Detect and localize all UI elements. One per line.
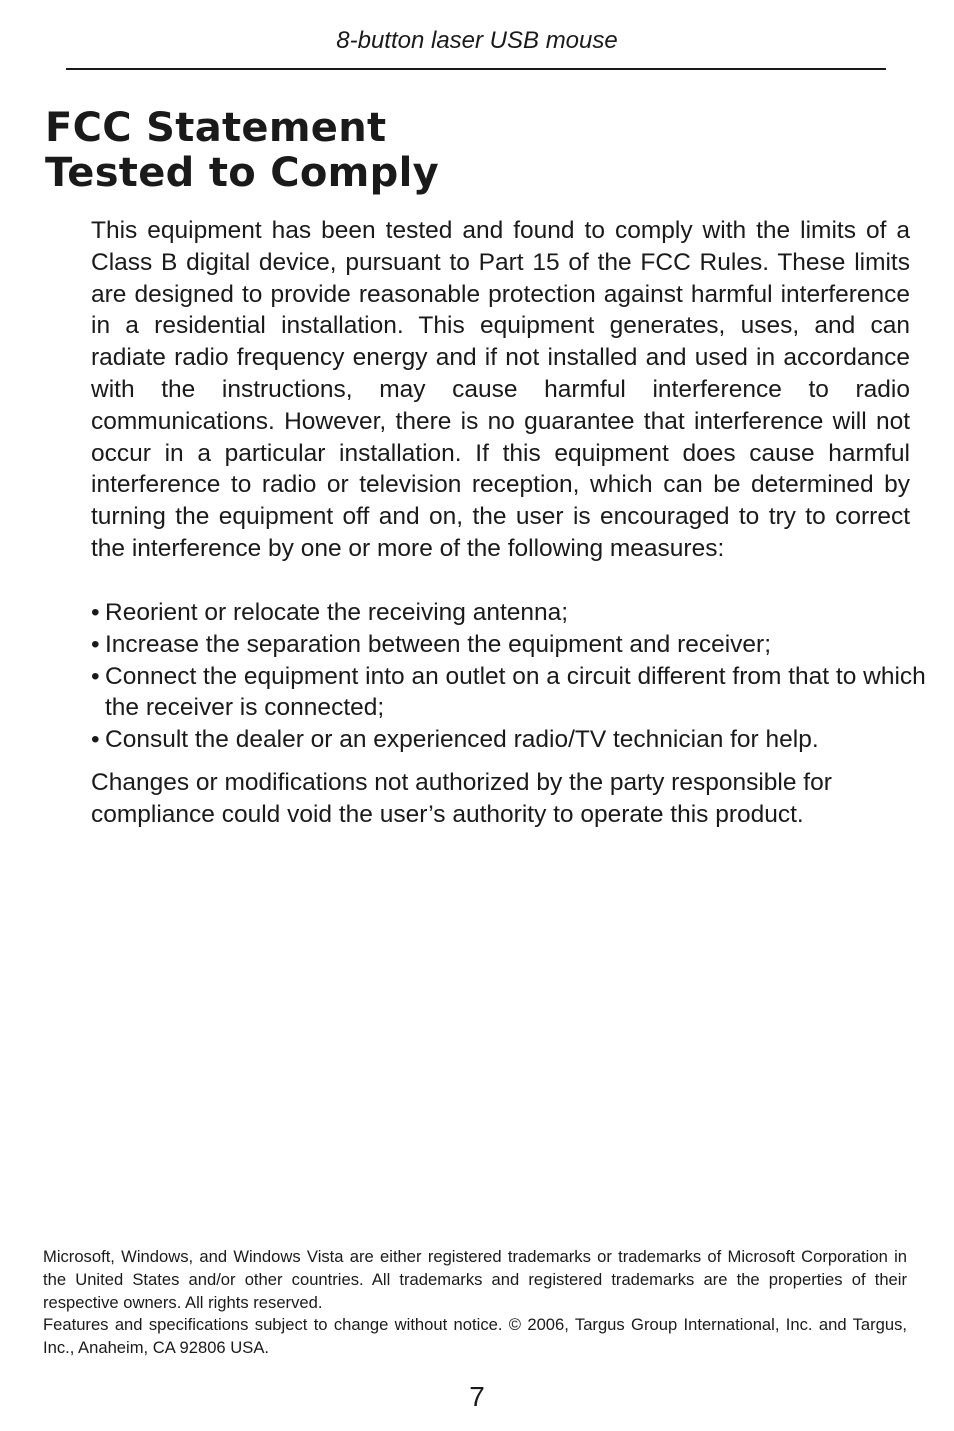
- measure-text: Reorient or relocate the receiving antenna;: [105, 599, 569, 626]
- section-title-line-2: Tested to Comply: [45, 150, 439, 196]
- bullet-icon: •: [91, 630, 100, 658]
- trademark-notice: Microsoft, Windows, and Windows Vista are either registered trademarks or trademarks of Microsoft Corporation in the United States and/or other countries. All trademarks and registered trademarks are the properties of their respective owners. All rights reserved.: [43, 1247, 907, 1312]
- section-title-line-1: FCC Statement: [45, 105, 387, 151]
- measure-text: Increase the separation between the equipment and receiver;: [105, 630, 772, 658]
- corrective-measures-list: [91, 597, 931, 756]
- list-item: [91, 724, 931, 756]
- running-header: 8-button laser USB mouse: [336, 27, 618, 54]
- list-item: [91, 661, 931, 725]
- header-divider: [66, 68, 886, 70]
- list-item: [91, 629, 931, 661]
- measure-text: Consult the dealer or an experienced radio/TV technician for help.: [105, 726, 819, 754]
- modifications-warning: Changes or modifications not authorized by the party responsible for compliance could void the user’s authority to operate this product.: [91, 769, 832, 828]
- bullet-icon: •: [91, 599, 100, 626]
- page-number: 7: [469, 1381, 485, 1412]
- bullet-icon: •: [91, 662, 100, 690]
- section-title: [45, 106, 439, 196]
- bullet-icon: •: [91, 726, 100, 754]
- fcc-compliance-paragraph: This equipment has been tested and found to comply with the limits of a Class B digital device, pursuant to Part 15 of the FCC Rules. These limits are designed to provide reasonable protection against harmful interference in a residential installation. This equipment generates, uses, and can radiate radio frequency energy and if not installed and used in accordance with the instructions, may cause harmful interference to radio communications. However, there is no guarantee that interference will not occur in a particular installation. If this equipment does cause harmful interference to radio or television reception, which can be determined by turning the equipment off and on, the user is encouraged to try to correct the interference by one or more of the following measures:: [91, 217, 910, 562]
- measure-text: Connect the equipment into an outlet on a circuit different from that to which the receiver is connected;: [105, 662, 926, 722]
- legal-footer: [43, 1246, 907, 1360]
- copyright-notice: Features and specifications subject to change without notice. © 2006, Targus Group International, Inc. and Targus, Inc., Anaheim, CA 92806 USA.: [43, 1315, 907, 1358]
- list-item: [91, 597, 931, 629]
